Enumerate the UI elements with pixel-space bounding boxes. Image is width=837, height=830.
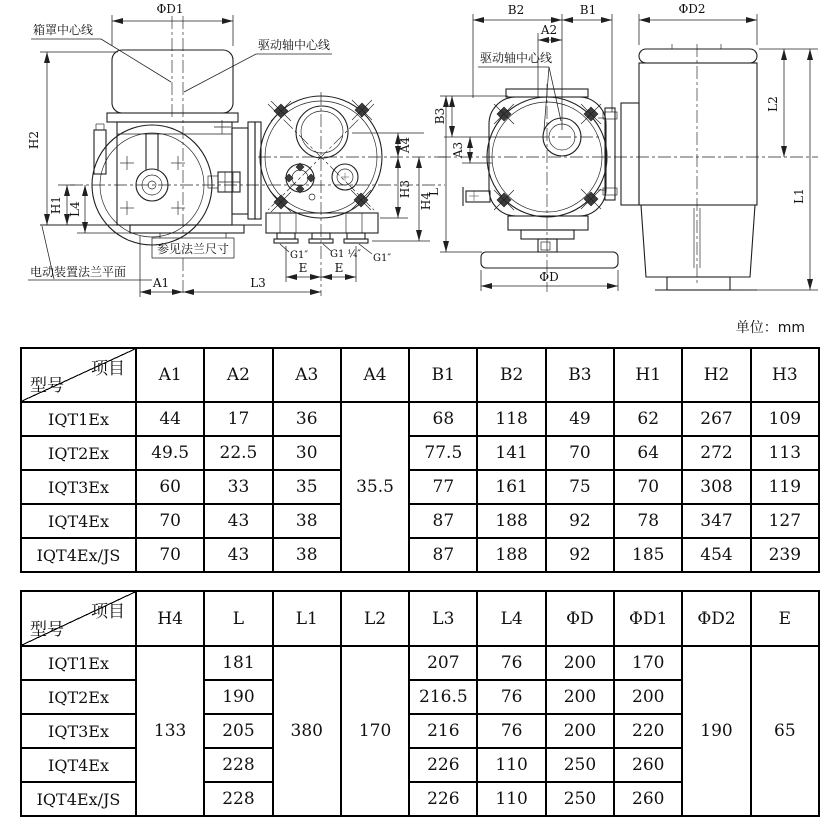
dimension-a3 bbox=[451, 137, 492, 163]
column-header: L1 bbox=[273, 591, 341, 646]
dimension-l1 bbox=[742, 49, 818, 290]
value-cell: 228 bbox=[204, 748, 272, 782]
column-header: L2 bbox=[341, 591, 409, 646]
callout-drive-shaft-centerline-side bbox=[478, 50, 561, 130]
model-cell: IQT1Ex bbox=[21, 402, 136, 436]
value-cell: 267 bbox=[682, 402, 750, 436]
column-header: H3 bbox=[751, 348, 819, 402]
column-header: H4 bbox=[136, 591, 204, 646]
dim-label-h4: H4 bbox=[419, 191, 433, 211]
corner-cell bbox=[21, 348, 136, 402]
column-header: L4 bbox=[477, 591, 545, 646]
value-cell: 76 bbox=[477, 646, 545, 680]
model-cell: IQT4Ex bbox=[21, 504, 136, 538]
motor-foot bbox=[667, 277, 730, 290]
column-header: L bbox=[204, 591, 272, 646]
column-header: A4 bbox=[341, 348, 409, 402]
dim-label-phi-d1: ΦD1 bbox=[156, 2, 184, 16]
model-cell: IQT1Ex bbox=[21, 646, 136, 680]
value-cell: 65 bbox=[751, 646, 819, 816]
value-cell: 87 bbox=[409, 504, 477, 538]
motor bbox=[598, 44, 757, 290]
mounting-base bbox=[481, 216, 618, 268]
model-cell: IQT2Ex bbox=[21, 680, 136, 714]
model-cell: IQT2Ex bbox=[21, 436, 136, 470]
value-cell: 49.5 bbox=[136, 436, 204, 470]
value-cell: 260 bbox=[614, 748, 682, 782]
value-cell: 77 bbox=[409, 470, 477, 504]
value-cell: 454 bbox=[682, 538, 750, 572]
value-cell: 36 bbox=[273, 402, 341, 436]
value-cell: 200 bbox=[614, 680, 682, 714]
dim-label-phi-d2: ΦD2 bbox=[678, 2, 706, 16]
value-cell: 220 bbox=[614, 714, 682, 748]
column-header: L3 bbox=[409, 591, 477, 646]
model-cell: IQT3Ex bbox=[21, 714, 136, 748]
value-cell: 38 bbox=[273, 504, 341, 538]
column-header: E bbox=[751, 591, 819, 646]
value-cell: 239 bbox=[751, 538, 819, 572]
value-cell: 127 bbox=[751, 504, 819, 538]
dim-label-a3: A3 bbox=[451, 141, 465, 159]
value-cell: 92 bbox=[546, 504, 614, 538]
column-header: B1 bbox=[409, 348, 477, 402]
dimension-b1 bbox=[562, 3, 612, 112]
dim-label-l: L bbox=[427, 188, 441, 196]
value-cell: 44 bbox=[136, 402, 204, 436]
callout-text-box-cover: 箱罩中心线 bbox=[33, 23, 94, 37]
port-label-g1-left: G1″ bbox=[290, 250, 309, 261]
value-cell: 22.5 bbox=[204, 436, 272, 470]
header-row bbox=[21, 591, 819, 646]
value-cell: 64 bbox=[614, 436, 682, 470]
value-cell: 190 bbox=[204, 680, 272, 714]
value-cell: 78 bbox=[614, 504, 682, 538]
dim-label-l2: L2 bbox=[766, 96, 780, 112]
unit-label: 单位：mm bbox=[735, 320, 805, 336]
drain-plug bbox=[309, 194, 315, 200]
corner-model-label: 型号 bbox=[30, 376, 64, 396]
callout-see-flange-dims bbox=[152, 233, 234, 258]
table1 bbox=[20, 347, 820, 573]
value-cell: 200 bbox=[546, 646, 614, 680]
dim-label-h1: H1 bbox=[49, 195, 63, 215]
callout-text-drive-shaft-side: 驱动轴中心线 bbox=[480, 51, 553, 65]
front-view-drawing bbox=[27, 2, 446, 297]
column-header: H2 bbox=[682, 348, 750, 402]
value-cell: 200 bbox=[546, 714, 614, 748]
dim-label-h3: H3 bbox=[398, 179, 412, 199]
value-cell: 38 bbox=[273, 538, 341, 572]
dim-label-a2: A2 bbox=[540, 23, 558, 37]
value-cell: 76 bbox=[477, 680, 545, 714]
value-cell: 308 bbox=[682, 470, 750, 504]
value-cell: 188 bbox=[477, 538, 545, 572]
value-cell: 43 bbox=[204, 504, 272, 538]
value-cell: 207 bbox=[409, 646, 477, 680]
table-row bbox=[21, 646, 819, 680]
value-cell: 190 bbox=[682, 646, 750, 816]
dimension-table-2-container bbox=[0, 590, 837, 817]
dim-label-e-left: E bbox=[298, 261, 308, 275]
dimension-b3 bbox=[433, 96, 536, 137]
corner-model-label: 型号 bbox=[30, 620, 64, 640]
column-header: ΦD2 bbox=[682, 591, 750, 646]
value-cell: 226 bbox=[409, 782, 477, 816]
value-cell: 200 bbox=[546, 680, 614, 714]
table-row bbox=[21, 538, 819, 572]
value-cell: 33 bbox=[204, 470, 272, 504]
value-cell: 133 bbox=[136, 646, 204, 816]
port-label-g1-quarter: G1 ¼″ bbox=[330, 249, 361, 260]
value-cell: 181 bbox=[204, 646, 272, 680]
dim-label-l3: L3 bbox=[250, 276, 266, 290]
callout-drive-shaft-centerline-front bbox=[184, 37, 332, 92]
dim-label-b3: B3 bbox=[433, 107, 447, 125]
value-cell: 216.5 bbox=[409, 680, 477, 714]
motor-cap bbox=[639, 49, 757, 63]
dimension-h2 bbox=[27, 52, 118, 225]
table-row bbox=[21, 402, 819, 436]
dim-label-phi-d: ΦD bbox=[539, 270, 559, 284]
side-view-drawing bbox=[427, 2, 818, 292]
value-cell: 62 bbox=[614, 402, 682, 436]
dim-label-e-right: E bbox=[334, 261, 344, 275]
table-row bbox=[21, 504, 819, 538]
drive-shaft-opening bbox=[296, 106, 348, 158]
value-cell: 35.5 bbox=[341, 402, 409, 572]
dimension-phi-d bbox=[481, 270, 618, 291]
column-header: A2 bbox=[204, 348, 272, 402]
value-cell: 228 bbox=[204, 782, 272, 816]
column-header: H1 bbox=[614, 348, 682, 402]
value-cell: 110 bbox=[477, 748, 545, 782]
callout-text-flange-plane: 电动装置法兰平面 bbox=[30, 265, 127, 279]
value-cell: 77.5 bbox=[409, 436, 477, 470]
value-cell: 70 bbox=[614, 470, 682, 504]
corner-cell bbox=[21, 591, 136, 646]
value-cell: 70 bbox=[136, 504, 204, 538]
model-cell: IQT4Ex/JS bbox=[21, 782, 136, 816]
dimension-l4 bbox=[68, 185, 130, 233]
value-cell: 76 bbox=[477, 714, 545, 748]
value-cell: 380 bbox=[273, 646, 341, 816]
worm-shaft-nut bbox=[208, 120, 261, 219]
dimension-phi-d2 bbox=[639, 2, 757, 45]
dim-label-b2: B2 bbox=[507, 3, 525, 17]
value-cell: 272 bbox=[682, 436, 750, 470]
engineering-drawing bbox=[0, 0, 837, 315]
value-cell: 170 bbox=[614, 646, 682, 680]
value-cell: 35 bbox=[273, 470, 341, 504]
value-cell: 118 bbox=[477, 402, 545, 436]
dim-label-a4: A4 bbox=[398, 136, 412, 154]
model-cell: IQT4Ex bbox=[21, 748, 136, 782]
value-cell: 170 bbox=[341, 646, 409, 816]
column-header: ΦD bbox=[546, 591, 614, 646]
value-cell: 17 bbox=[204, 402, 272, 436]
corner-item-label: 项目 bbox=[91, 602, 125, 622]
value-cell: 141 bbox=[477, 436, 545, 470]
motor-body bbox=[639, 63, 757, 205]
gearbox-housing-side bbox=[463, 89, 607, 217]
header-row bbox=[21, 348, 819, 402]
dimension-l3 bbox=[183, 276, 321, 292]
dim-label-l4: L4 bbox=[68, 201, 82, 217]
dimension-a4 bbox=[352, 133, 424, 157]
dimension-l2 bbox=[759, 49, 818, 157]
value-cell: 70 bbox=[136, 538, 204, 572]
callout-flange-plane bbox=[28, 226, 152, 280]
model-cell: IQT4Ex/JS bbox=[21, 538, 136, 572]
value-cell: 205 bbox=[204, 714, 272, 748]
column-header: B2 bbox=[477, 348, 545, 402]
value-cell: 216 bbox=[409, 714, 477, 748]
value-cell: 43 bbox=[204, 538, 272, 572]
value-cell: 119 bbox=[751, 470, 819, 504]
value-cell: 75 bbox=[546, 470, 614, 504]
model-cell: IQT3Ex bbox=[21, 470, 136, 504]
value-cell: 113 bbox=[751, 436, 819, 470]
table-row bbox=[21, 436, 819, 470]
column-header: A3 bbox=[273, 348, 341, 402]
value-cell: 30 bbox=[273, 436, 341, 470]
value-cell: 68 bbox=[409, 402, 477, 436]
table2 bbox=[20, 590, 820, 817]
value-cell: 226 bbox=[409, 748, 477, 782]
value-cell: 185 bbox=[614, 538, 682, 572]
motor-lower-housing bbox=[641, 205, 755, 277]
value-cell: 87 bbox=[409, 538, 477, 572]
value-cell: 250 bbox=[546, 782, 614, 816]
dimension-h3 bbox=[380, 157, 412, 218]
table-row bbox=[21, 470, 819, 504]
column-header: B3 bbox=[546, 348, 614, 402]
dimension-phi-d1 bbox=[112, 2, 233, 46]
port-label-g1-right: G1″ bbox=[373, 253, 392, 264]
value-cell: 110 bbox=[477, 782, 545, 816]
box-cover bbox=[107, 50, 238, 122]
callout-text-see-flange: 参见法兰尺寸 bbox=[157, 242, 230, 256]
value-cell: 250 bbox=[546, 748, 614, 782]
value-cell: 161 bbox=[477, 470, 545, 504]
value-cell: 347 bbox=[682, 504, 750, 538]
value-cell: 49 bbox=[546, 402, 614, 436]
dim-label-l1: L1 bbox=[792, 188, 806, 204]
dim-label-a1: A1 bbox=[152, 276, 170, 290]
corner-item-label: 项目 bbox=[91, 359, 125, 379]
callout-text-drive-shaft-front: 驱动轴中心线 bbox=[258, 38, 331, 52]
dimension-table-1-container bbox=[0, 347, 837, 573]
dim-label-b1: B1 bbox=[579, 3, 597, 17]
value-cell: 92 bbox=[546, 538, 614, 572]
value-cell: 60 bbox=[136, 470, 204, 504]
value-cell: 70 bbox=[546, 436, 614, 470]
dim-label-h2: H2 bbox=[27, 130, 41, 150]
column-header: ΦD1 bbox=[614, 591, 682, 646]
value-cell: 109 bbox=[751, 402, 819, 436]
value-cell: 260 bbox=[614, 782, 682, 816]
value-cell: 188 bbox=[477, 504, 545, 538]
column-header: A1 bbox=[136, 348, 204, 402]
